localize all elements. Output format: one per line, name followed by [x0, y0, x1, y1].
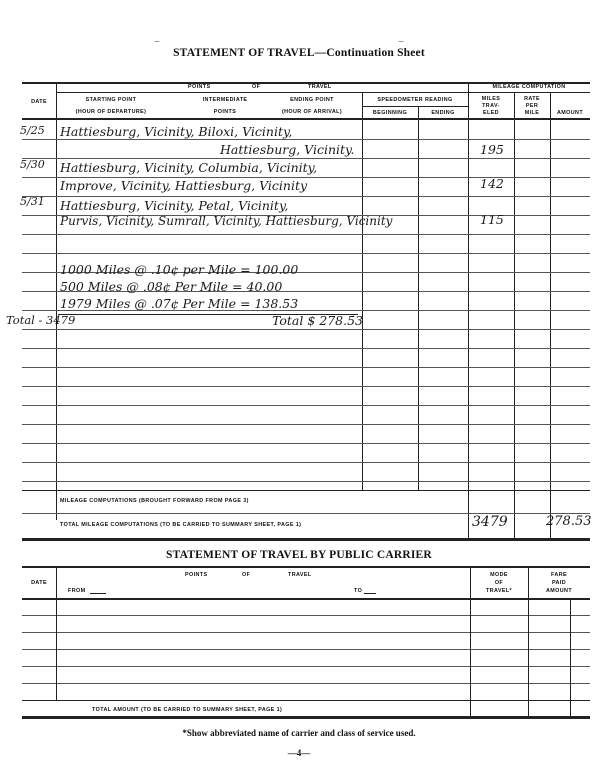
punch-mark-right: ⌣	[398, 36, 404, 46]
row-text: Improve, Vicinity, Hattiesburg, Vicinity	[60, 178, 308, 193]
row-text: Hattiesburg, Vicinity.	[220, 142, 355, 157]
row-text: Hattiesburg, Vicinity, Columbia, Vicinity,	[60, 160, 318, 175]
calc-line: 1000 Miles @ .10¢ per Mile = 100.00	[60, 262, 299, 277]
header-intermediate-points: POINTS	[213, 109, 237, 115]
header-rate-2: PER	[525, 103, 539, 109]
carrier-header-points: POINTS	[185, 572, 208, 578]
brought-forward-label: MILEAGE COMPUTATIONS (BROUGHT FORWARD FROM PAGE 3)	[60, 498, 249, 504]
row-date: 5/25	[20, 124, 45, 137]
footnote: *Show abbreviated name of carrier and class of service used.	[182, 728, 416, 738]
header-speedometer-reading: SPEEDOMETER READING	[377, 97, 453, 103]
carrier-header-to: TO	[354, 588, 363, 594]
header-miles-3: ELED	[483, 110, 499, 116]
header-hour-arrival: (HOUR OF ARRIVAL)	[281, 109, 343, 115]
header-points: POINTS	[188, 84, 211, 90]
carrier-header-of: OF	[242, 572, 251, 578]
total-mileage-label: TOTAL MILEAGE COMPUTATIONS (TO BE CARRIED TO SUMMARY SHEET, PAGE 1)	[60, 522, 302, 528]
travel-title: STATEMENT OF TRAVEL—Continuation Sheet	[173, 47, 425, 59]
header-starting-point: STARTING POINT	[85, 97, 137, 103]
row-miles: 115	[480, 212, 504, 227]
calc-line: 500 Miles @ .08¢ Per Mile = 40.00	[60, 279, 283, 294]
calc-line: 1979 Miles @ .07¢ Per Mile = 138.53	[60, 296, 299, 311]
row-text: Hattiesburg, Vicinity, Biloxi, Vicinity,	[60, 124, 293, 139]
header-of: OF	[252, 84, 261, 90]
total-miles-value: 3479	[472, 514, 508, 530]
row-text: Hattiesburg, Vicinity, Petal, Vicinity,	[60, 198, 289, 213]
header-rate-3: MILE	[524, 110, 540, 116]
row-date: 5/31	[20, 195, 45, 208]
header-miles-1: MILES	[481, 96, 501, 102]
carrier-header-mode-3: TRAVEL*	[485, 588, 513, 594]
header-travel: TRAVEL	[308, 84, 332, 90]
row-miles: 195	[480, 142, 504, 157]
header-rate-1: RATE	[524, 96, 540, 102]
total-miles-margin: Total - 3479	[6, 313, 76, 327]
carrier-header-date: DATE	[31, 580, 47, 586]
carrier-header-fare-3: AMOUNT	[545, 588, 573, 594]
punch-mark-left: ⌣	[154, 36, 160, 46]
row-date: 5/30	[20, 158, 45, 171]
header-intermediate: INTERMEDIATE	[202, 97, 248, 103]
header-hour-departure: (HOUR OF DEPARTURE)	[75, 109, 147, 115]
header-date: DATE	[31, 99, 47, 105]
row-miles: 142	[480, 176, 504, 191]
header-ending-point: ENDING POINT	[290, 97, 334, 103]
row-text: Purvis, Vicinity, Sumrall, Vicinity, Hattiesburg, Vicinity	[60, 214, 393, 228]
header-miles-2: TRAV-	[482, 103, 500, 109]
total-amount-value: 278.53	[546, 514, 592, 529]
carrier-header-from: FROM	[68, 588, 86, 594]
carrier-total-label: TOTAL AMOUNT (TO BE CARRIED TO SUMMARY SHEET, PAGE 1)	[92, 707, 283, 713]
carrier-title: STATEMENT OF TRAVEL BY PUBLIC CARRIER	[166, 549, 432, 561]
carrier-header-mode-2: OF	[494, 580, 504, 586]
carrier-header-mode-1: MODE	[490, 572, 508, 578]
carrier-header-fare-2: PAID	[551, 580, 567, 586]
page-number: —4—	[287, 748, 311, 758]
carrier-header-travel: TRAVEL	[288, 572, 312, 578]
header-beginning: BEGINNING	[372, 110, 408, 116]
header-amount: AMOUNT	[556, 110, 584, 116]
header-mileage-computation: MILEAGE COMPUTATION	[492, 84, 566, 90]
header-ending: ENDING	[431, 110, 455, 116]
total-amount-handwritten: Total $ 278.53	[272, 313, 364, 328]
carrier-header-fare-1: FARE	[551, 572, 567, 578]
